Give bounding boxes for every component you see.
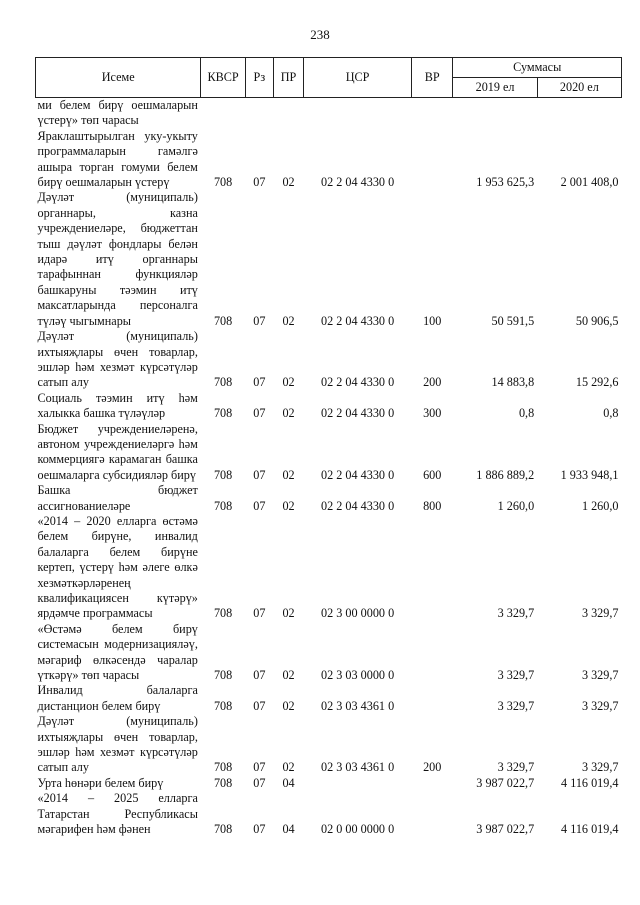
row-amount-2019: 3 987 022,7 [476, 822, 535, 837]
row-name: Башка бюджет ассигнованиеләре [37, 483, 198, 513]
row-amount-2019: 3 329,7 [497, 760, 535, 775]
row-csr: 02 2 04 4330 0 [321, 313, 395, 328]
col-vr-header: ВР [412, 58, 453, 98]
row-vr: 200 [423, 760, 442, 775]
row-csr: 02 2 04 4330 0 [321, 406, 395, 421]
row-pr: 02 [282, 760, 295, 775]
row-amount-2019 [453, 98, 537, 129]
row-name: Яраклаштырылган уку-укыту программаларын гамәлгә ашыра торган гомуми белем бирү оешмаларын үстерү [37, 128, 198, 190]
row-amount-2020: 50 906,5 [575, 313, 619, 328]
row-pr: 02 [282, 313, 295, 328]
row-rz: 07 [253, 375, 266, 390]
page-number: 238 [310, 27, 330, 42]
row-amount-2020: 0,8 [603, 406, 619, 421]
table-row [36, 391, 622, 422]
row-csr: 02 3 03 4361 0 [321, 698, 395, 713]
row-vr: 100 [423, 313, 442, 328]
row-kvsr: 708 [213, 498, 233, 513]
row-amount-2020: 3 329,7 [581, 760, 619, 775]
row-name: ми белем бирү оешмаларын үстерү» төп чарасы [37, 98, 198, 128]
table-row [36, 98, 622, 129]
row-kvsr: 708 [213, 406, 233, 421]
row-vr: 200 [423, 375, 442, 390]
col-2020-header: 2020 ел [537, 78, 621, 98]
row-name: «2014 – 2020 елларга өстәмә белем бирүне, инвалид балаларга белем бирүне кертеп, үстерү һәм әлеге өлкә хезмәткәрләренең квалификациясен күтәрү» ярдәмче программасы [37, 513, 198, 621]
row-name: Дәүләт (муниципаль) органнары, казна учреждениеләре, бюджеттан тыш дәүләт фондлары белән идарә итү органнары тарафыннан функцияләр башкаруны тәэмин итү максатларында персоналга түләү чыгымнары [37, 190, 198, 328]
row-kvsr: 708 [213, 760, 233, 775]
row-pr: 02 [282, 498, 295, 513]
row-kvsr: 708 [213, 175, 233, 190]
row-amount-2020 [537, 98, 621, 129]
row-rz: 07 [253, 175, 266, 190]
table-row [36, 622, 622, 684]
row-csr: 02 2 04 4330 0 [321, 498, 395, 513]
row-vr [412, 622, 453, 684]
row-pr: 02 [282, 467, 295, 482]
row-csr [304, 98, 412, 129]
col-csr-header: ЦСР [304, 58, 412, 98]
row-kvsr [201, 98, 245, 129]
row-vr [412, 683, 453, 714]
row-pr: 02 [282, 606, 295, 621]
col-name-header: Исеме [36, 58, 201, 98]
table-row [36, 714, 622, 776]
row-amount-2019: 3 987 022,7 [476, 775, 535, 790]
row-name: Социаль тәэмин итү һәм халыкка башка түләүләр [37, 390, 198, 421]
row-csr: 02 3 03 4361 0 [321, 760, 395, 775]
row-name: «Өстәмә белем бирү системасын модернизацияләү, мәгариф өлкәсендә чаралар үткәрү» төп чарасы [37, 621, 198, 683]
row-rz: 07 [253, 606, 266, 621]
row-rz: 07 [253, 406, 266, 421]
table-row [36, 683, 622, 714]
row-rz [245, 98, 273, 129]
row-kvsr: 708 [213, 698, 233, 713]
row-vr [412, 514, 453, 622]
row-amount-2020: 4 116 019,4 [561, 822, 619, 837]
row-amount-2019: 3 329,7 [497, 698, 535, 713]
row-amount-2019: 1 886 889,2 [476, 467, 535, 482]
row-name: Дәүләт (муниципаль) ихтыяҗлары өчен товарлар, эшләр һәм хезмәт күрсәтүләр сатып алу [37, 714, 198, 775]
row-name: Бюджет учреждениеләренә, автоном учреждениеләргә һәм коммерциягә карамаган башка оешмаларга субсидияләр бирү [37, 421, 198, 482]
row-name: Дәүләт (муниципаль) ихтыяҗлары өчен товарлар, эшләр һәм хезмәт күрсәтүләр сатып алу [37, 329, 198, 390]
row-amount-2019: 50 591,5 [491, 313, 535, 328]
col-kvsr-header: КВСР [201, 58, 245, 98]
row-kvsr: 708 [213, 467, 233, 482]
row-csr: 02 0 00 0000 0 [321, 822, 395, 837]
row-amount-2019: 0,8 [518, 406, 535, 421]
row-amount-2020: 15 292,6 [575, 375, 619, 390]
col-pr-header: ПР [273, 58, 303, 98]
row-rz: 07 [253, 822, 266, 837]
row-name: Урта һөнәри белем бирү [37, 775, 164, 790]
table-row [36, 190, 622, 329]
row-amount-2020: 2 001 408,0 [560, 175, 619, 190]
row-name: «2014 – 2025 елларга Татарстан Республикасы мәгарифен һәм фәнен [37, 791, 198, 837]
col-2019-header: 2019 ел [453, 78, 537, 98]
row-amount-2020: 3 329,7 [581, 698, 619, 713]
row-kvsr: 708 [213, 775, 233, 790]
row-rz: 07 [253, 760, 266, 775]
row-amount-2019: 14 883,8 [491, 375, 535, 390]
row-amount-2020: 3 329,7 [581, 606, 619, 621]
col-sums-header: Суммасы [453, 58, 622, 78]
row-rz: 07 [253, 313, 266, 328]
row-amount-2019: 1 260,0 [497, 498, 535, 513]
row-kvsr: 708 [213, 313, 233, 328]
col-rz-header: Рз [245, 58, 273, 98]
row-pr: 02 [282, 698, 295, 713]
row-pr: 02 [282, 175, 295, 190]
row-rz: 07 [253, 498, 266, 513]
row-pr: 04 [282, 822, 295, 837]
table-row [36, 483, 622, 514]
table-row [36, 129, 622, 191]
row-amount-2020: 3 329,7 [581, 668, 619, 683]
row-amount-2020: 1 933 948,1 [560, 467, 619, 482]
row-pr: 04 [282, 775, 295, 790]
row-amount-2019: 3 329,7 [497, 668, 535, 683]
row-csr: 02 2 04 4330 0 [321, 175, 395, 190]
row-amount-2020: 1 260,0 [581, 498, 619, 513]
row-rz: 07 [253, 467, 266, 482]
row-kvsr: 708 [213, 822, 233, 837]
table-header [36, 58, 622, 98]
row-rz: 07 [253, 775, 266, 790]
row-csr: 02 3 00 0000 0 [321, 606, 395, 621]
row-kvsr: 708 [213, 606, 233, 621]
row-pr: 02 [282, 668, 295, 683]
table-row [36, 776, 622, 791]
row-pr: 02 [282, 375, 295, 390]
row-kvsr: 708 [213, 375, 233, 390]
row-vr: 800 [423, 498, 442, 513]
row-rz: 07 [253, 668, 266, 683]
table-row [36, 791, 622, 837]
row-rz: 07 [253, 698, 266, 713]
row-name: Инвалид балаларга дистанцион белем бирү [37, 683, 198, 713]
row-vr [412, 98, 453, 129]
row-pr [273, 98, 303, 129]
row-kvsr: 708 [213, 668, 233, 683]
table-row [36, 329, 622, 391]
table-row [36, 514, 622, 622]
row-csr: 02 2 04 4330 0 [321, 375, 395, 390]
row-vr: 600 [423, 467, 442, 482]
row-amount-2019: 1 953 625,3 [476, 175, 535, 190]
row-vr: 300 [423, 406, 442, 421]
row-vr [412, 776, 453, 791]
budget-table [35, 57, 622, 838]
row-vr [412, 129, 453, 191]
row-vr [412, 791, 453, 837]
row-amount-2020: 4 116 019,4 [561, 775, 619, 790]
row-amount-2019: 3 329,7 [497, 606, 535, 621]
row-pr: 02 [282, 406, 295, 421]
row-csr: 02 3 03 0000 0 [321, 668, 395, 683]
table-row [36, 422, 622, 484]
row-csr: 02 2 04 4330 0 [321, 467, 395, 482]
table-body [36, 98, 622, 838]
row-csr [304, 776, 412, 791]
